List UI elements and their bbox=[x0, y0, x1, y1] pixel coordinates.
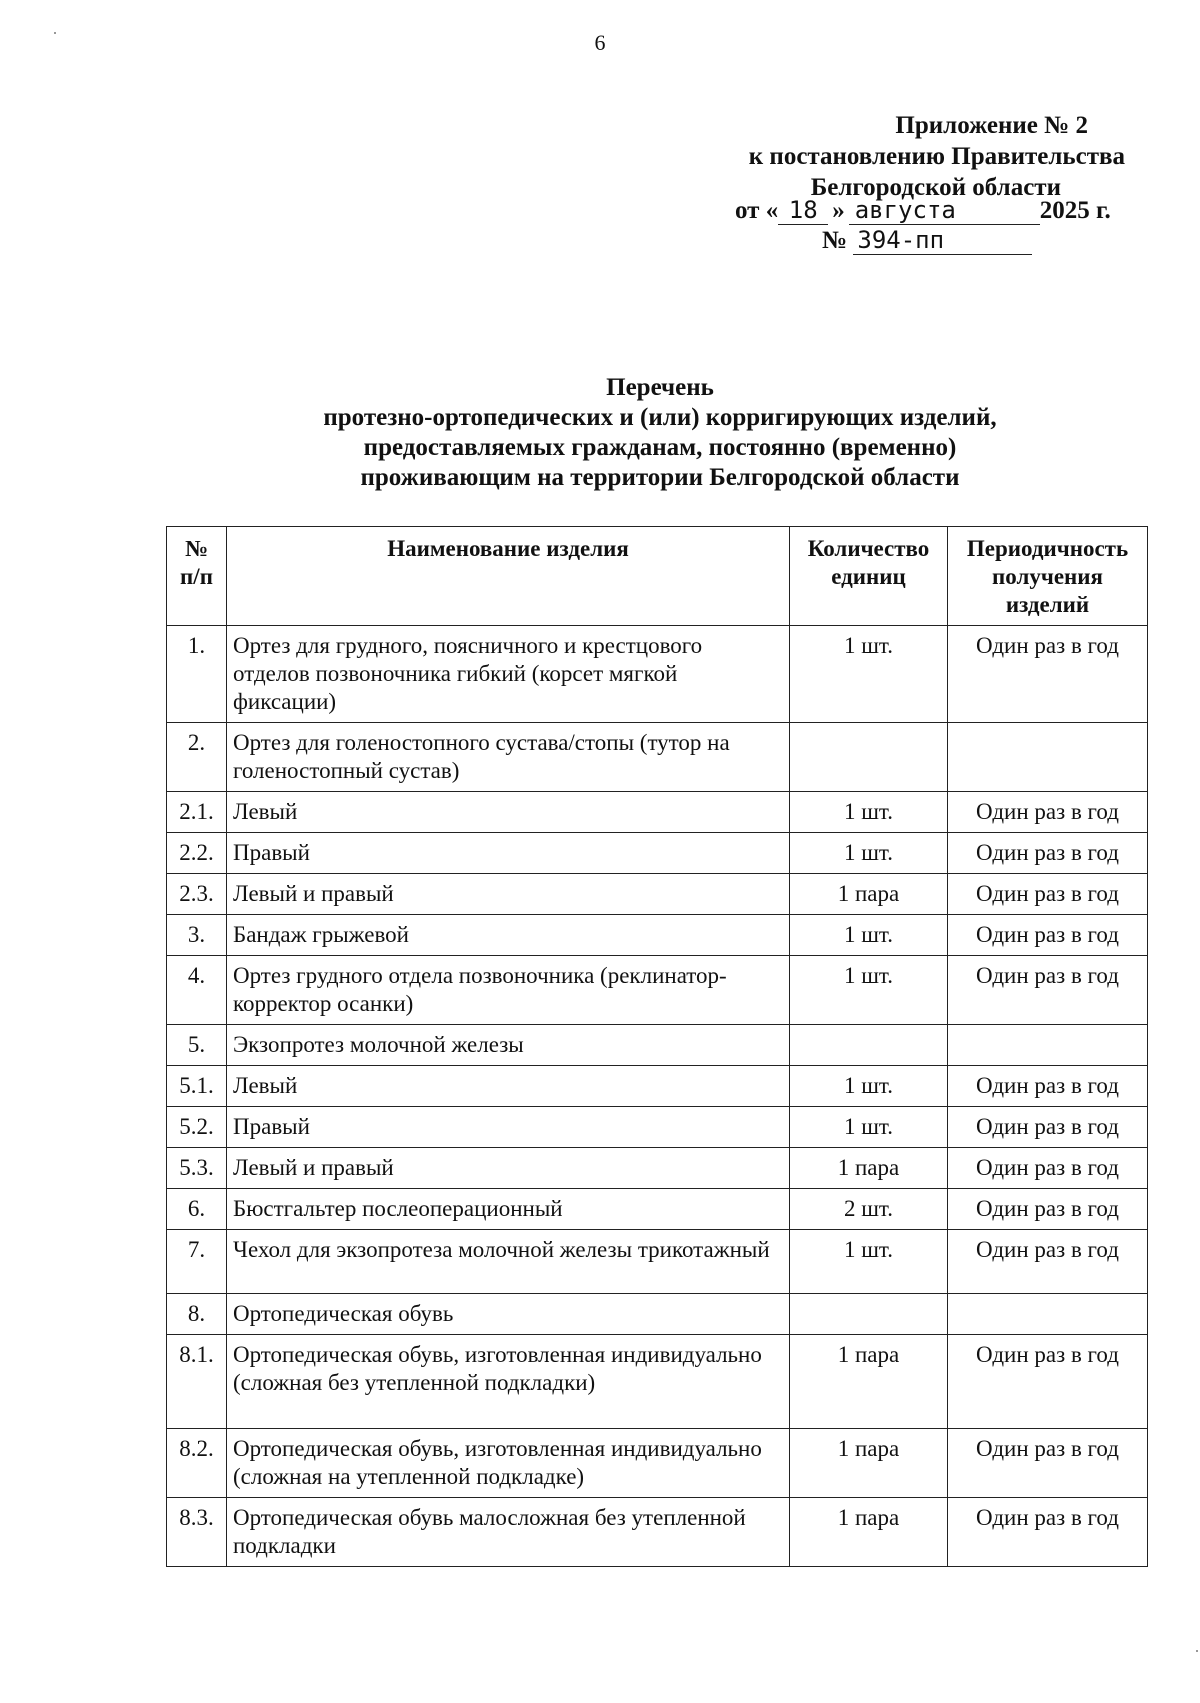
row-number: 8.2. bbox=[167, 1429, 227, 1498]
row-periodicity: Один раз в год bbox=[948, 915, 1148, 956]
row-periodicity: Один раз в год bbox=[948, 626, 1148, 723]
row-item-name: Ортез грудного отдела позвоночника (реклинатор-корректор осанки) bbox=[227, 956, 790, 1025]
table-row bbox=[167, 1498, 1148, 1567]
row-periodicity: Один раз в год bbox=[948, 833, 1148, 874]
row-number: 2.2. bbox=[167, 833, 227, 874]
date-year: 2025 г. bbox=[1039, 197, 1111, 224]
row-quantity: 1 шт. bbox=[790, 792, 948, 833]
row-periodicity: Один раз в год bbox=[948, 1498, 1148, 1567]
row-number: 8.3. bbox=[167, 1498, 227, 1567]
table-row bbox=[167, 1148, 1148, 1189]
header-period bbox=[948, 527, 1148, 626]
header-num bbox=[167, 527, 227, 626]
row-number: 5.2. bbox=[167, 1107, 227, 1148]
row-quantity: 1 шт. bbox=[790, 833, 948, 874]
title-line-1: Перечень bbox=[606, 374, 714, 401]
row-quantity: 1 пара bbox=[790, 1335, 948, 1429]
row-item-name: Ортопедическая обувь, изготовленная индивидуально (сложная на утепленной подкладке) bbox=[227, 1429, 790, 1498]
row-item-name: Правый bbox=[227, 833, 790, 874]
row-number: 8. bbox=[167, 1294, 227, 1335]
table-row bbox=[167, 833, 1148, 874]
table-row bbox=[167, 915, 1148, 956]
row-item-name: Ортез для голеностопного сустава/стопы (тутор на голеностопный сустав) bbox=[227, 723, 790, 792]
row-item-name: Левый bbox=[227, 1066, 790, 1107]
header-qty bbox=[790, 527, 948, 626]
row-item-name: Ортопедическая обувь, изготовленная индивидуально (сложная без утепленной подкладки) bbox=[227, 1335, 790, 1429]
row-number: 3. bbox=[167, 915, 227, 956]
page-number: 6 bbox=[594, 30, 606, 55]
row-quantity: 1 пара bbox=[790, 1429, 948, 1498]
number-prefix: № bbox=[822, 227, 848, 254]
header-num-line1: № bbox=[184, 536, 209, 561]
row-item-name: Левый и правый bbox=[227, 1148, 790, 1189]
appendix-number bbox=[822, 226, 1152, 258]
row-item-name: Ортопедическая обувь малосложная без утепленной подкладки bbox=[227, 1498, 790, 1567]
title-line-3: предоставляемых гражданам, постоянно (временно) bbox=[363, 434, 957, 461]
header-period-line2: получения bbox=[992, 564, 1103, 589]
table-row bbox=[167, 874, 1148, 915]
appendix-date bbox=[735, 196, 1150, 228]
row-quantity: 1 пара bbox=[790, 874, 948, 915]
header-name bbox=[227, 527, 790, 626]
header-num-line2: п/п bbox=[180, 564, 213, 589]
table-row bbox=[167, 723, 1148, 792]
header-qty-line2: единиц bbox=[831, 564, 906, 589]
row-quantity: 1 шт. bbox=[790, 1066, 948, 1107]
row-number: 4. bbox=[167, 956, 227, 1025]
date-day: 18 bbox=[778, 196, 828, 225]
row-periodicity: Один раз в год bbox=[948, 1429, 1148, 1498]
row-periodicity: Один раз в год bbox=[948, 1335, 1148, 1429]
row-quantity: 1 шт. bbox=[790, 915, 948, 956]
row-periodicity: Один раз в год bbox=[948, 1066, 1148, 1107]
row-item-name: Правый bbox=[227, 1107, 790, 1148]
row-periodicity: Один раз в год bbox=[948, 1148, 1148, 1189]
title-line-4: проживающим на территории Белгородской области bbox=[360, 464, 960, 491]
appendix-resolution-line: к постановлению Правительства bbox=[748, 143, 1125, 170]
row-periodicity: Один раз в год bbox=[948, 1107, 1148, 1148]
row-periodicity bbox=[948, 723, 1148, 792]
title-line-2: протезно-ортопедических и (или) корригирующих изделий, bbox=[323, 404, 997, 431]
row-quantity: 1 пара bbox=[790, 1148, 948, 1189]
row-item-name: Экзопротез молочной железы bbox=[227, 1025, 790, 1066]
row-quantity: 1 шт. bbox=[790, 956, 948, 1025]
row-periodicity: Один раз в год bbox=[948, 1230, 1148, 1294]
appendix-region-line: Белгородской области bbox=[810, 174, 1061, 201]
row-number: 8.1. bbox=[167, 1335, 227, 1429]
row-periodicity: Один раз в год bbox=[948, 792, 1148, 833]
table-row bbox=[167, 1025, 1148, 1066]
row-periodicity: Один раз в год bbox=[948, 874, 1148, 915]
table-row bbox=[167, 1189, 1148, 1230]
row-periodicity: Один раз в год bbox=[948, 956, 1148, 1025]
row-item-name: Левый и правый bbox=[227, 874, 790, 915]
table-row bbox=[167, 1107, 1148, 1148]
row-quantity bbox=[790, 723, 948, 792]
row-number: 5. bbox=[167, 1025, 227, 1066]
row-item-name: Ортопедическая обувь bbox=[227, 1294, 790, 1335]
header-period-line1: Периодичность bbox=[966, 536, 1129, 561]
items-table bbox=[166, 526, 1148, 1567]
row-periodicity: Один раз в год bbox=[948, 1189, 1148, 1230]
scan-speck bbox=[1196, 1650, 1198, 1652]
header-qty-line1: Количество bbox=[807, 536, 930, 561]
appendix-title: Приложение № 2 bbox=[895, 112, 1088, 139]
row-number: 6. bbox=[167, 1189, 227, 1230]
header-name-text: Наименование изделия bbox=[387, 536, 629, 561]
document-title bbox=[120, 373, 1200, 493]
table-row bbox=[167, 792, 1148, 833]
table-row bbox=[167, 626, 1148, 723]
row-number: 5.1. bbox=[167, 1066, 227, 1107]
row-quantity: 1 шт. bbox=[790, 626, 948, 723]
table-row bbox=[167, 1335, 1148, 1429]
row-item-name: Левый bbox=[227, 792, 790, 833]
table-row bbox=[167, 1230, 1148, 1294]
row-periodicity bbox=[948, 1025, 1148, 1066]
table-row bbox=[167, 1066, 1148, 1107]
appendix-header bbox=[700, 110, 1150, 203]
row-item-name: Чехол для экзопротеза молочной железы трикотажный bbox=[227, 1230, 790, 1294]
table-header-row bbox=[167, 527, 1148, 626]
date-month: августа bbox=[849, 196, 1040, 225]
row-quantity: 1 шт. bbox=[790, 1107, 948, 1148]
row-number: 2.3. bbox=[167, 874, 227, 915]
row-quantity: 1 пара bbox=[790, 1498, 948, 1567]
table-row bbox=[167, 1294, 1148, 1335]
number-value: 394-пп bbox=[853, 226, 1032, 255]
row-number: 7. bbox=[167, 1230, 227, 1294]
row-quantity bbox=[790, 1025, 948, 1066]
row-periodicity bbox=[948, 1294, 1148, 1335]
row-number: 2.1. bbox=[167, 792, 227, 833]
row-quantity bbox=[790, 1294, 948, 1335]
row-number: 5.3. bbox=[167, 1148, 227, 1189]
row-item-name: Ортез для грудного, поясничного и крестцового отделов позвоночника гибкий (корсет мягкой фиксации) bbox=[227, 626, 790, 723]
date-quote-close: » bbox=[832, 197, 845, 224]
row-item-name: Бандаж грыжевой bbox=[227, 915, 790, 956]
row-quantity: 1 шт. bbox=[790, 1230, 948, 1294]
row-number: 2. bbox=[167, 723, 227, 792]
date-prefix: от « bbox=[735, 197, 779, 224]
row-quantity: 2 шт. bbox=[790, 1189, 948, 1230]
header-period-line3: изделий bbox=[1005, 592, 1090, 617]
table-row bbox=[167, 1429, 1148, 1498]
row-item-name: Бюстгальтер послеоперационный bbox=[227, 1189, 790, 1230]
table-row bbox=[167, 956, 1148, 1025]
row-number: 1. bbox=[167, 626, 227, 723]
